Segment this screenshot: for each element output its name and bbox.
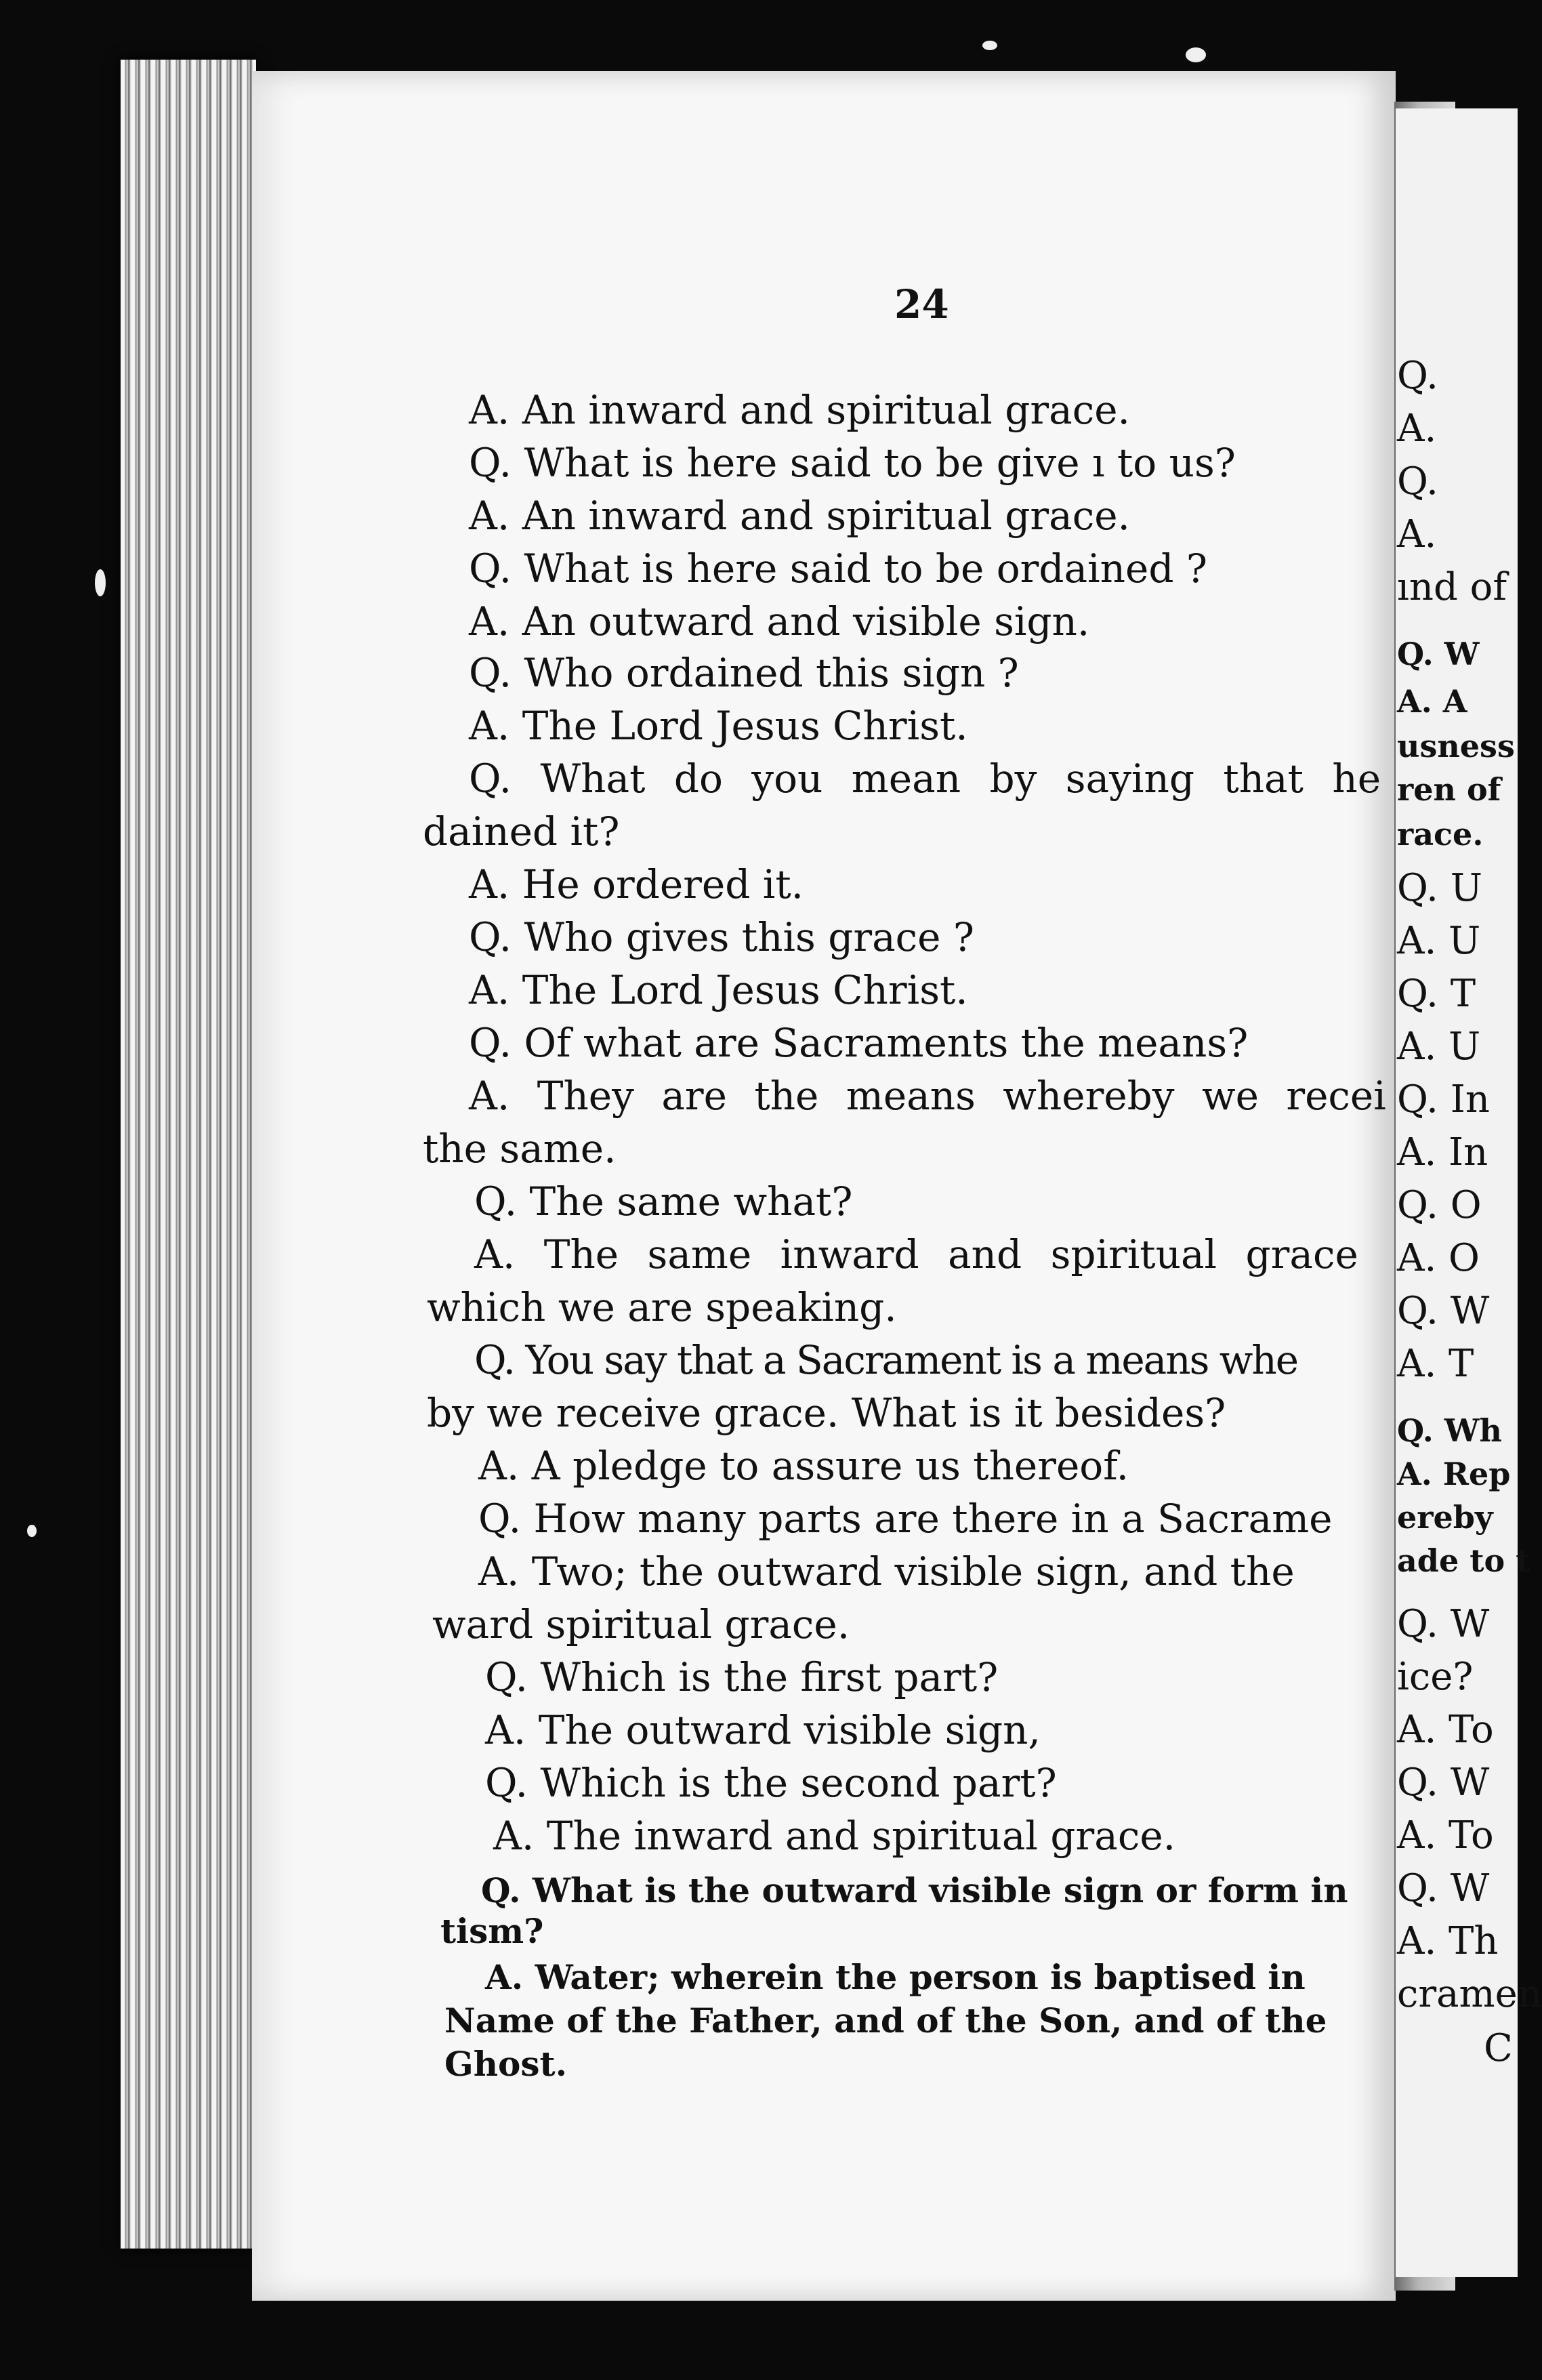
text-line: A. An inward and spiritual grace.: [469, 387, 1130, 433]
text-fragment: cramen: [1397, 1972, 1542, 2016]
text-fragment: Q.: [1397, 459, 1438, 504]
text-line: tism?: [440, 1911, 544, 1951]
text-line: Q. Who gives this grace ?: [469, 914, 975, 960]
text-line: A. The same inward and spiritual grace: [474, 1231, 1358, 1277]
text-fragment: Q. O: [1397, 1183, 1482, 1227]
text-fragment: ade to t: [1397, 1542, 1530, 1579]
text-line: by we receive grace. What is it besides?: [427, 1390, 1226, 1436]
text-line: Q. Who ordained this sign ?: [469, 650, 1019, 696]
text-line: A. The Lord Jesus Christ.: [469, 967, 968, 1013]
text-fragment: A. In: [1397, 1130, 1488, 1174]
text-fragment: Q. Wh: [1397, 1412, 1502, 1449]
text-fragment: A. T: [1397, 1342, 1474, 1386]
text-fragment: A. U: [1397, 919, 1481, 963]
text-line: Q. What is here said to be give ı to us?: [469, 440, 1236, 486]
text-fragment: Q. W: [1397, 1761, 1490, 1805]
text-fragment: ereby: [1397, 1499, 1493, 1536]
text-fragment: A. U: [1397, 1025, 1481, 1069]
dust-speck: [27, 1525, 37, 1537]
text-line: Q. Which is the first part?: [485, 1654, 999, 1700]
text-fragment: A. To: [1397, 1813, 1494, 1858]
text-fragment: A. O: [1397, 1236, 1480, 1280]
text-line: Q. You say that a Sacrament is a means whe: [474, 1337, 1298, 1383]
text-line: A. The Lord Jesus Christ.: [469, 703, 968, 749]
text-fragment: C: [1484, 2026, 1513, 2070]
text-fragment: A. Rep: [1397, 1456, 1511, 1492]
text-line: Q. Of what are Sacraments the means?: [469, 1020, 1249, 1066]
text-line: Ghost.: [444, 2044, 568, 2084]
text-line: Q. Which is the second part?: [485, 1760, 1057, 1806]
dust-speck: [1186, 47, 1206, 62]
text-fragment: ren of: [1397, 771, 1501, 808]
text-line: A. The outward visible sign,: [485, 1707, 1041, 1753]
text-line: A. He ordered it.: [469, 861, 804, 907]
text-line: A. Water; wherein the person is baptised in: [485, 1957, 1306, 1997]
dust-speck: [95, 569, 106, 596]
text-line: A. An outward and visible sign.: [469, 598, 1090, 644]
text-fragment: Q. W: [1397, 636, 1480, 672]
text-line: A. A pledge to assure us thereof.: [478, 1443, 1129, 1489]
text-fragment: Q. W: [1397, 1602, 1490, 1646]
text-fragment: Q. U: [1397, 866, 1482, 910]
text-line: Q. What is the outward visible sign or form in: [481, 1870, 1348, 1910]
text-fragment: Q. W: [1397, 1289, 1490, 1333]
text-line: which we are speaking.: [427, 1284, 897, 1330]
text-fragment: A. Th: [1397, 1919, 1499, 1963]
text-fragment: ınd of: [1397, 565, 1507, 609]
text-line: dained it?: [423, 808, 620, 855]
text-fragment: usness: [1397, 728, 1515, 764]
text-line: Q. What is here said to be ordained ?: [469, 546, 1207, 592]
text-line: Q. What do you mean by saying that he: [469, 756, 1381, 802]
text-fragment: Q. T: [1397, 972, 1476, 1016]
text-line: the same.: [423, 1126, 617, 1172]
text-line: A. An inward and spiritual grace.: [469, 493, 1130, 539]
text-fragment: A. To: [1397, 1708, 1494, 1752]
text-line: Q. How many parts are there in a Sacrame: [478, 1496, 1333, 1542]
text-line: A. The inward and spiritual grace.: [493, 1813, 1176, 1859]
text-line: A. They are the means whereby we recei: [469, 1073, 1386, 1119]
text-fragment: Q. In: [1397, 1078, 1490, 1122]
text-fragment: Q.: [1397, 354, 1438, 398]
text-line: ward spiritual grace.: [432, 1601, 850, 1647]
text-fragment: A. A: [1397, 683, 1467, 720]
dust-speck: [982, 41, 997, 50]
text-fragment: A.: [1397, 407, 1437, 451]
page-number: 24: [894, 281, 949, 327]
text-fragment: A.: [1397, 512, 1437, 556]
text-line: Name of the Father, and of the Son, and of the: [444, 2001, 1327, 2040]
text-fragment: Q. W: [1397, 1866, 1490, 1910]
text-line: A. Two; the outward visible sign, and the: [478, 1548, 1295, 1595]
text-fragment: ice?: [1397, 1655, 1474, 1699]
text-fragment: race.: [1397, 816, 1484, 853]
text-line: Q. The same what?: [474, 1178, 853, 1225]
